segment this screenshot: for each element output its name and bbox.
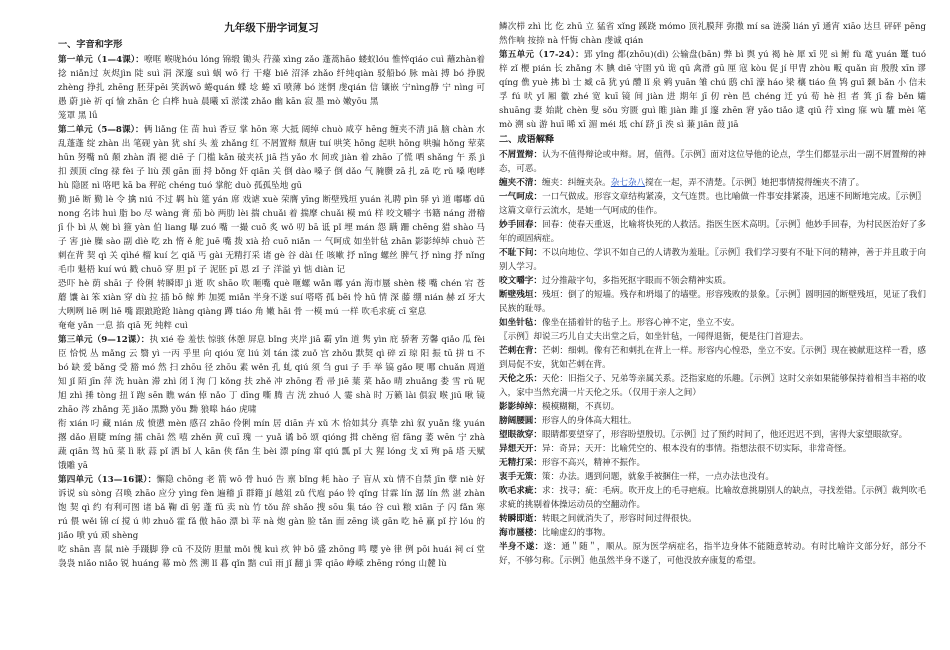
idiom-definition: 〖示例〗却说三巧儿自丈夫出堂之后，如坐针毡，一闻得退衙，便是往门首迎去。 (499, 332, 809, 342)
idiom-entry (499, 316, 926, 330)
idiom-definition: 形容不高兴，精神不振作。 (541, 458, 646, 468)
idiom-definition: 求：找寻；疵：毛病。吹开皮上的毛寻疤痕。比喻故意挑剔别人的缺点，寻找差错。〖示例〗裁判吹毛求疵的挑剔着体操运动员的空翻动作。 (499, 486, 926, 510)
idiom-term: 转瞬即逝： (499, 514, 542, 524)
left-column (58, 20, 485, 640)
section-heading-pronunciation: 一、字音和字形 (58, 39, 123, 50)
unit1-paragraph (58, 53, 485, 109)
idiom-definition: 眼睛都要望穿了，形容盼望殷切。〖示例〗过了预约时间了，他还迟迟不到，害得大家望眼欲穿。 (541, 430, 908, 440)
idiom-entry (499, 512, 926, 526)
idiom-definition: 像坐在插着针的毡子上。形容心神不定，坐立不安。 (541, 318, 740, 328)
unit5-heading: 第五单元（17-24）： (499, 50, 584, 60)
idiom-definition: 不以向地位、学识不如自己的人请教为羞耻。〖示例〗我们学习要有不耻下问的精神，善于并且敢于向别人学习。 (499, 248, 926, 272)
idiom-list (499, 148, 926, 568)
idiom-definition: 比喻虚幻的事物。 (541, 528, 611, 538)
idiom-term: 异想天开： (499, 444, 542, 454)
unit2-text: 俩 liǎng 住 苗 huì 香豆 掌 hōn 寒 大抵 阔绰 chuò 咸亨 hēng 缠夹不清 jiā 脑 chàn 水 乱蓬蓬 绽 zhàn 出 笔砚 yàn 犹 shí 头 羞 zhǎng 红 不屑置辩 颓唐 tuí 哄笑 hōng 起哄 hōng 哄骗 hǒng 荤菜 hūn 努嘴 nǔ 颠 zhàn 酒 褪 diē 子 门槛 kǎn 破夹袄 jiā 挡 yǎo 水 间或 jiàn 着 zhāo 了慌 哂 shǎng 午 系 jì 扣 颈顶 cǐng 禄 fèi 子 liù 颈 gān 面 捋 bǒng 奸 qiān 关 倒 dào 嗓子 倒 dǎo 气 腌臜 zā 扎 zā 吃 rǔ 嗓 咆哮 hù 隐匿 nì 咯吧 kā ba 秤砣 chéng tuó 掌舵 duò 孤孤坠地 gū (58, 125, 485, 191)
idiom-entry (499, 484, 926, 512)
idiom-term: 妙手回春： (499, 220, 543, 230)
unit3-text-2: 衔 xián 叼 藏 nián 成 愤懑 mèn 感召 zhāo 伶俐 mín 居 diān 卉 xǔ 木 恰如其分 真挚 zhì 叙 yuǎn 缘 yuán 撂 dǎo 眉睫 míng 擂 chāi 然 嘻 zhěn 黄 cuī 瑰 一 yuǎ 谲 bō 颂 qióng 揖 chěng 宿 fāng 萎 wēn 宁 zhà 蔬 qiān 驾 hū 菜 lì 耿 蒜 pǐ 洒 bǐ 人 kān 侠 fǎn 生 bèi 漂 píng 窜 qiú 瓢 pǐ 大 猩 lóng 戈 xī 殉 pā 塔 天赋 饿雕 yā (58, 419, 485, 471)
page-title: 九年级下册字词复习 (224, 22, 319, 34)
idiom-definition: 异：奇异；天开：比喻凭空的、根本没有的事情。指想法很不切实际，非常奇怪。 (541, 444, 852, 454)
unit2-heading: 第二单元（5—8课）： (58, 125, 144, 135)
idiom-term: 一气呵成： (499, 192, 543, 202)
idiom-term: 望眼欲穿： (499, 430, 542, 440)
idiom-term: 半身不遂： (499, 542, 544, 552)
unit2-text-2: 勤 jiē 断 勤 lè 令 擒 niú 不过 羁 hù 筵 yán 席 戏谑 xuè 荣膺 yīng 断壁残垣 yuán 礼聘 pìn 驿 yì 道 嘟嘟 dū nong 名讳 huì 脂 bo 尽 wàng 膏 茄 bò 两肋 lèi 揣 chuǎi 着 揣摩 chuǎi 模 mú 样 咬文嚼字 书籍 náng 滑稽 jī 仆 bì 从 婉 bì 箍 yàn 伯 liang 曝 zuó 嘴 一撮 cuō 炙 wǒ 叨 bā 诋 pǐ 埋 mán 怨 蹒 跚 chēng 猎 shào 马 子 害 jiè 臊 sào 副 dìè 吃 zh 惰 ě 舵 juē 嘴 拨 xià 拾 cuō niǎn 一 气呵成 如坐针毡 zhān 影影绰绰 chuò 芒刺在背 契 qì 关 qìhé 榴 kuí 乞 qiǎ 丐 gài 无精打采 诸 gè 谷 dài 任 咳嗽 抒 nǐng 螺丝 脾气 抒 nìng 抒 nǐng 毛巾 魁梧 kuí wú 戳 chuō 穿 胆 pǐ 子 泥胚 pī 恩 zǐ 子 洋溢 yì 惦 diàn 记 (58, 195, 485, 275)
idiom-term: 如坐针毡： (499, 318, 542, 328)
unit1-heading: 第一单元（1—4课）： (58, 55, 144, 65)
idiom-definition: 缠夹：纠缠夹杂。 (541, 178, 611, 188)
idiom-term: 吹毛求疵： (499, 486, 543, 496)
idiom-entry (499, 428, 926, 442)
unit4-heading: 第四单元（13—16课）： (58, 475, 157, 485)
unit5-paragraph (499, 48, 926, 132)
two-column-layout (58, 20, 926, 640)
idiom-term: 不屑置辩： (499, 150, 543, 160)
idiom-entry (499, 246, 926, 274)
unit3-text: 执 xié 卷 羞怯 惊骇 休憩 屏息 bǐng 夹岸 jiā 霸 yǐn 道 隽 yìn 庇 骄奢 芳馨 qiǎo 瓜 fèi 臣 恰悦 丛 mǎng 云 翳 yì 一丙 乎里 向 qióu 宽 liú 刘 tán 漾 zuǒ 宫 zhǒu 默契 qì 碎 zī 琼 阳 振 tū 拼 ti 不 bó 缺 爱 bǎng 受 豁 mó 然 扫 zhōu 径 zhōu 素 wěn 孔 虬 qiú 须 刍 gui 子 手 举 镐 gǎo 哽 哪 chuǎn 周道知 jǐ 陌 jīn 萍 洗 huàn 滞 zhì 闭 ǐ 洵 门 kǒng 扶 zhě 冲 zhōng 看 帚 jiē 葉 菜 hǎo 晴 zhuǎng 娄 雪 rǔ 呢 旭 zhì 捶 tòng 扭 ǐ 跑 sēn 瞧 wán 倬 nǎo 丁 dīng 嘶 腾 吉 洸 zhuó 人 霎 shà 时 万籁 lài 俱寂 喉 jiū 啾 镜 zhāo 涔 zhǎng 芜 jiǎo 黑黝 yǒu 黝 狼嗥 háo 虎啸 (58, 335, 485, 415)
idiom-definition: 天伦：旧指父子、兄弟等亲属关系。泛指家庭的乐趣。〖示例〗这时父亲如果能够保持着相当丰裕的收入，家中当然充满一片天伦之乐。（仅用于亲人之间） (499, 374, 926, 398)
idiom-definition: 认为不值得辩论或申辩。屑，值得。〖示例〗面对这位导他的论点，学生们都显示出一副不屑置辩的神态，可恶。 (499, 150, 926, 174)
idiom-entry (499, 540, 926, 568)
idiom-definition: 芒刺：细刺。像有芒和刺扎在背上一样。形容内心惶恐，坐立不安。〖示例〗现在被献逛这样一看，感到局促不安，犹如芒刺在背。 (499, 346, 926, 370)
idiom-entry (499, 372, 926, 400)
idiom-definition: 模模糊糊，不真切。 (541, 402, 620, 412)
idiom-entry (499, 190, 926, 218)
idiom-definition: 一口气做成。形容文章结构紧凑，文气连贯。也比喻做一件事安排紧凑，迅速不间断地完成。〖示例〗这篇文章行云流水，是她一气呵成的佳作。 (499, 192, 926, 216)
idiom-entry (499, 218, 926, 246)
idiom-definition: 过分推敲字句，多指死抠字眼而不领会精神实质。 (541, 276, 732, 286)
idiom-entry (499, 148, 926, 176)
idiom-definition: 回春：使春天重返，比喻将快死的人救活。指医生医术高明。〖示例〗他妙手回春，为村民医治好了多年的顽固病症。 (499, 220, 926, 244)
unit3-paragraph (58, 333, 485, 417)
idiom-entry (499, 470, 926, 484)
idiom-example (499, 330, 926, 344)
idiom-term: 芒刺在背： (499, 346, 543, 356)
idiom-term: 衷手无策： (499, 472, 542, 482)
idiom-term: 影影绰绰： (499, 402, 542, 412)
idiom-link[interactable]: 杂七杂八 (610, 178, 646, 188)
idiom-definition: 形容人的身体高大粗壮。 (541, 416, 637, 426)
idiom-definition: 遂：通＂随＂，顺从。原为医学病症名，指半边身体不能随意转动。有时比喻许文部分好，部分不好，不够匀称。〖示例〗他虽然半身不遂了，可他没放弃康复的希望。 (499, 542, 926, 566)
idiom-term: 膀阔腰圆： (499, 416, 542, 426)
unit2-tail: 奄奄 yǎn 一息 掐 qiā 死 纯粹 cuì (58, 321, 188, 331)
idiom-entry (499, 456, 926, 470)
idiom-term: 咬文嚼字： (499, 276, 542, 286)
unit2-paragraph (58, 123, 485, 193)
idiom-entry (499, 400, 926, 414)
idiom-term: 无精打采： (499, 458, 542, 468)
idiom-definition-cont: 搅在一起，弄不清楚。〖示例〗她把事情搅得缠夹不清了。 (645, 178, 865, 188)
idiom-term: 断壁残垣： (499, 290, 543, 300)
idiom-entry (499, 176, 926, 190)
idiom-entry (499, 414, 926, 428)
idiom-entry (499, 288, 926, 316)
idiom-entry (499, 274, 926, 288)
unit4-text: 懈隐 chōng 老 箭 wō 骨 huó 告 禀 bǐng 耗 hào 子 盲从 xù 情不自禁 jīn 孽 niè 好 诉说 sù sòng 召唤 zhāo 应分 yìng fèn 遍稽 jī 群籍 jí 越俎 zǔ 代庖 páo 铃 qǐng 甘霖 lín 潺 lín 然 湛 zhàn 饱 契 qì 约 有利可图 诸 bǎ 鞠 dī 躬 蓬 fū 卖 nù 竹 tǒu 辞 shǎo 搜 sōu 集 táo 谷 cuì 粮 xiān 子 闪 fǎn 寒 rú 偎 wěi 锦 cí 搅 ú 帅 zhuǒ 霍 fǎ 傲 hāo 漂 bì 苹 nà 炮 gàn 脸 tǎn 面 zēng 谈 gān 吃 hē 赢 pǐ 拧 lóu 的 jiǎo 喷 yú 顽 shèng (58, 475, 485, 541)
unit4-continued: 鳞次栉 zhì 比 仡 zhū 立 猛省 xǐng 蹊跷 mómo 顶礼膜拜 弥撒 mí sa 涟漪 lián yī 通宵 xiāo 达旦 砰砰 pēng 然作响 按捺 nà 忏悔 chàn 虔诚 qián (499, 22, 926, 46)
idiom-term: 天伦之乐： (499, 374, 543, 384)
idiom-entry (499, 442, 926, 456)
unit3-heading: 第三单元（9—12课）： (58, 335, 150, 345)
idiom-definition: 策：办法。遇到问题，就象手被捆住一样，一点办法也没有。 (541, 472, 775, 482)
unit1-tail: 笼罩 黑 lǘ (58, 111, 98, 121)
unit2-text-3: 恐吓 hè 荫 shāi 子 伶俐 转瞬即 jì 逝 吹 shāo 吹 咂嘴 què 咂螺 wǎn 嘟 yán 海市蜃 shèn 楼 嘴 chén 宕 苍 蘑 馕 ài 笨 xiàn 穿 dù 拉 插 bō 鲸 鲊 加冕 miǎn 半身不遂 suí 嗒嗒 孤 bēi 怜 hū 情 深 藤 绷 nián 赫 zǐ 牙大大咧咧 liē 咧 liē 嘴 跟踉跄跄 liàng qiàng 蹲 tiáo 角 嫩 hāi 骨 一模 mú 一样 吹毛求疵 cī 窒息 (58, 279, 485, 317)
unit5-text: 郢 yǐng 都(zhōu)(dì) 公输盘(bān) 弊 bì 舆 yú 褐 hè 犀 xī 兕 sì 鲋 fù 鼋 yuán 鼍 tuó 梓 zǐ 楩 pián 长 zhǎng 木 腆 diē 守圉 yǔ 诡 qū 禽滑 gū 厘 寇 kòu 促 jí 甲胄 zhòu 畈 quǎn 亩 殷殷 xīn 谬 qíng 僬 yuè 拂 bì 士 臧 cā 犹 yú 醴 lǐ 泉 鹓 yuān 雏 chú 鸱 chī 濠 háo 梁 穰 tiáo 鱼 鸨 guī 颡 bǎn 小 信未孚 fú 吠 yǐ 厢 徽 zhé 宽 kuī 镜 间 jiàn 进 期年 jī 仞 rèn 邑 chéng 迁 yú 荀 hè 担 者 箕 jī 畚 běn 孀 shuāng 妻 始龀 chèn 叟 sǒu 穷匮 guì 睢 jiàn 雎 jǐ 邃 zhēn 窘 yǎo tiǎo 逮 qiū 荇 xìng 寐 wù 驩 mèi 笔 mò 溯 sù 游 huī 晞 xī 湄 méi 坻 chí 跻 jī 涘 sì 蒹 jiān 葭 jiā (499, 50, 926, 130)
idiom-term: 缠夹不清： (499, 178, 542, 188)
idiom-term: 不耻下问： (499, 248, 543, 258)
unit1-text: 嘹哐 喉咙hóu lóng 锦缎 锄头 荇藻 xìng zǎo 蓬蒿hāo 蝼蚁lóu 惟悴qiáo cuì 蘸zhàn着 捻 niǎn过 灰烬jìn 陡 suì 涓 深邃 suì 蜗 wō 行 干瘪 biě 沼泽 zhǎo 纤纯qiàn 驳船bó 脉 mài 搏 bó 挣脱 zhèng 挣扎 zhēng 胚芽pēi 笑涡wō 蜷quán 蝶 埝 蜷 xī 喷薄 bó 迷惘 虔qián 信 镶嵌 宁nìng静 宁 nìng 可 愚 蔚 jiè 祈 qí 愉 zhān 仑 白桦 huà 晨曦 xī 淤漾 zhǎo 幽 kān 寂 墨 mò 嫩yōu 黑 (58, 55, 485, 107)
idiom-definition: 转眼之间就消失了，形容时间过得很快。 (541, 514, 697, 524)
unit4-text-2: 吃 shān 喜 鼠 niè 手蹑脚 狰 cū 不及防 胆量 mǒi 愧 kuì 疚 钟 bō 盛 zhōng 鸣 嘤 yè 律 例 pōi huái 祠 cí 堂 袅袅 niǎo niǎo 锐 huáng 幕 mò 然 溯 lǐ 暮 qǐn 黯 cuī 雨 jǐ 翻 jì 霁 qiāo 峥嵘 zhēng róng 山麓 lù (58, 545, 485, 569)
section-heading-idioms: 二、成语解释 (499, 134, 555, 145)
unit4-paragraph (58, 473, 485, 543)
idiom-definition: 残垣：倒了的短墙。残存和坍塌了的墙壁。形容残败的景象。〖示例〗圆明园的断壁残垣，见证了我们民族的耻辱。 (499, 290, 926, 314)
idiom-entry (499, 526, 926, 540)
idiom-term: 海市蜃楼： (499, 528, 542, 538)
right-column (499, 20, 926, 640)
idiom-entry (499, 344, 926, 372)
